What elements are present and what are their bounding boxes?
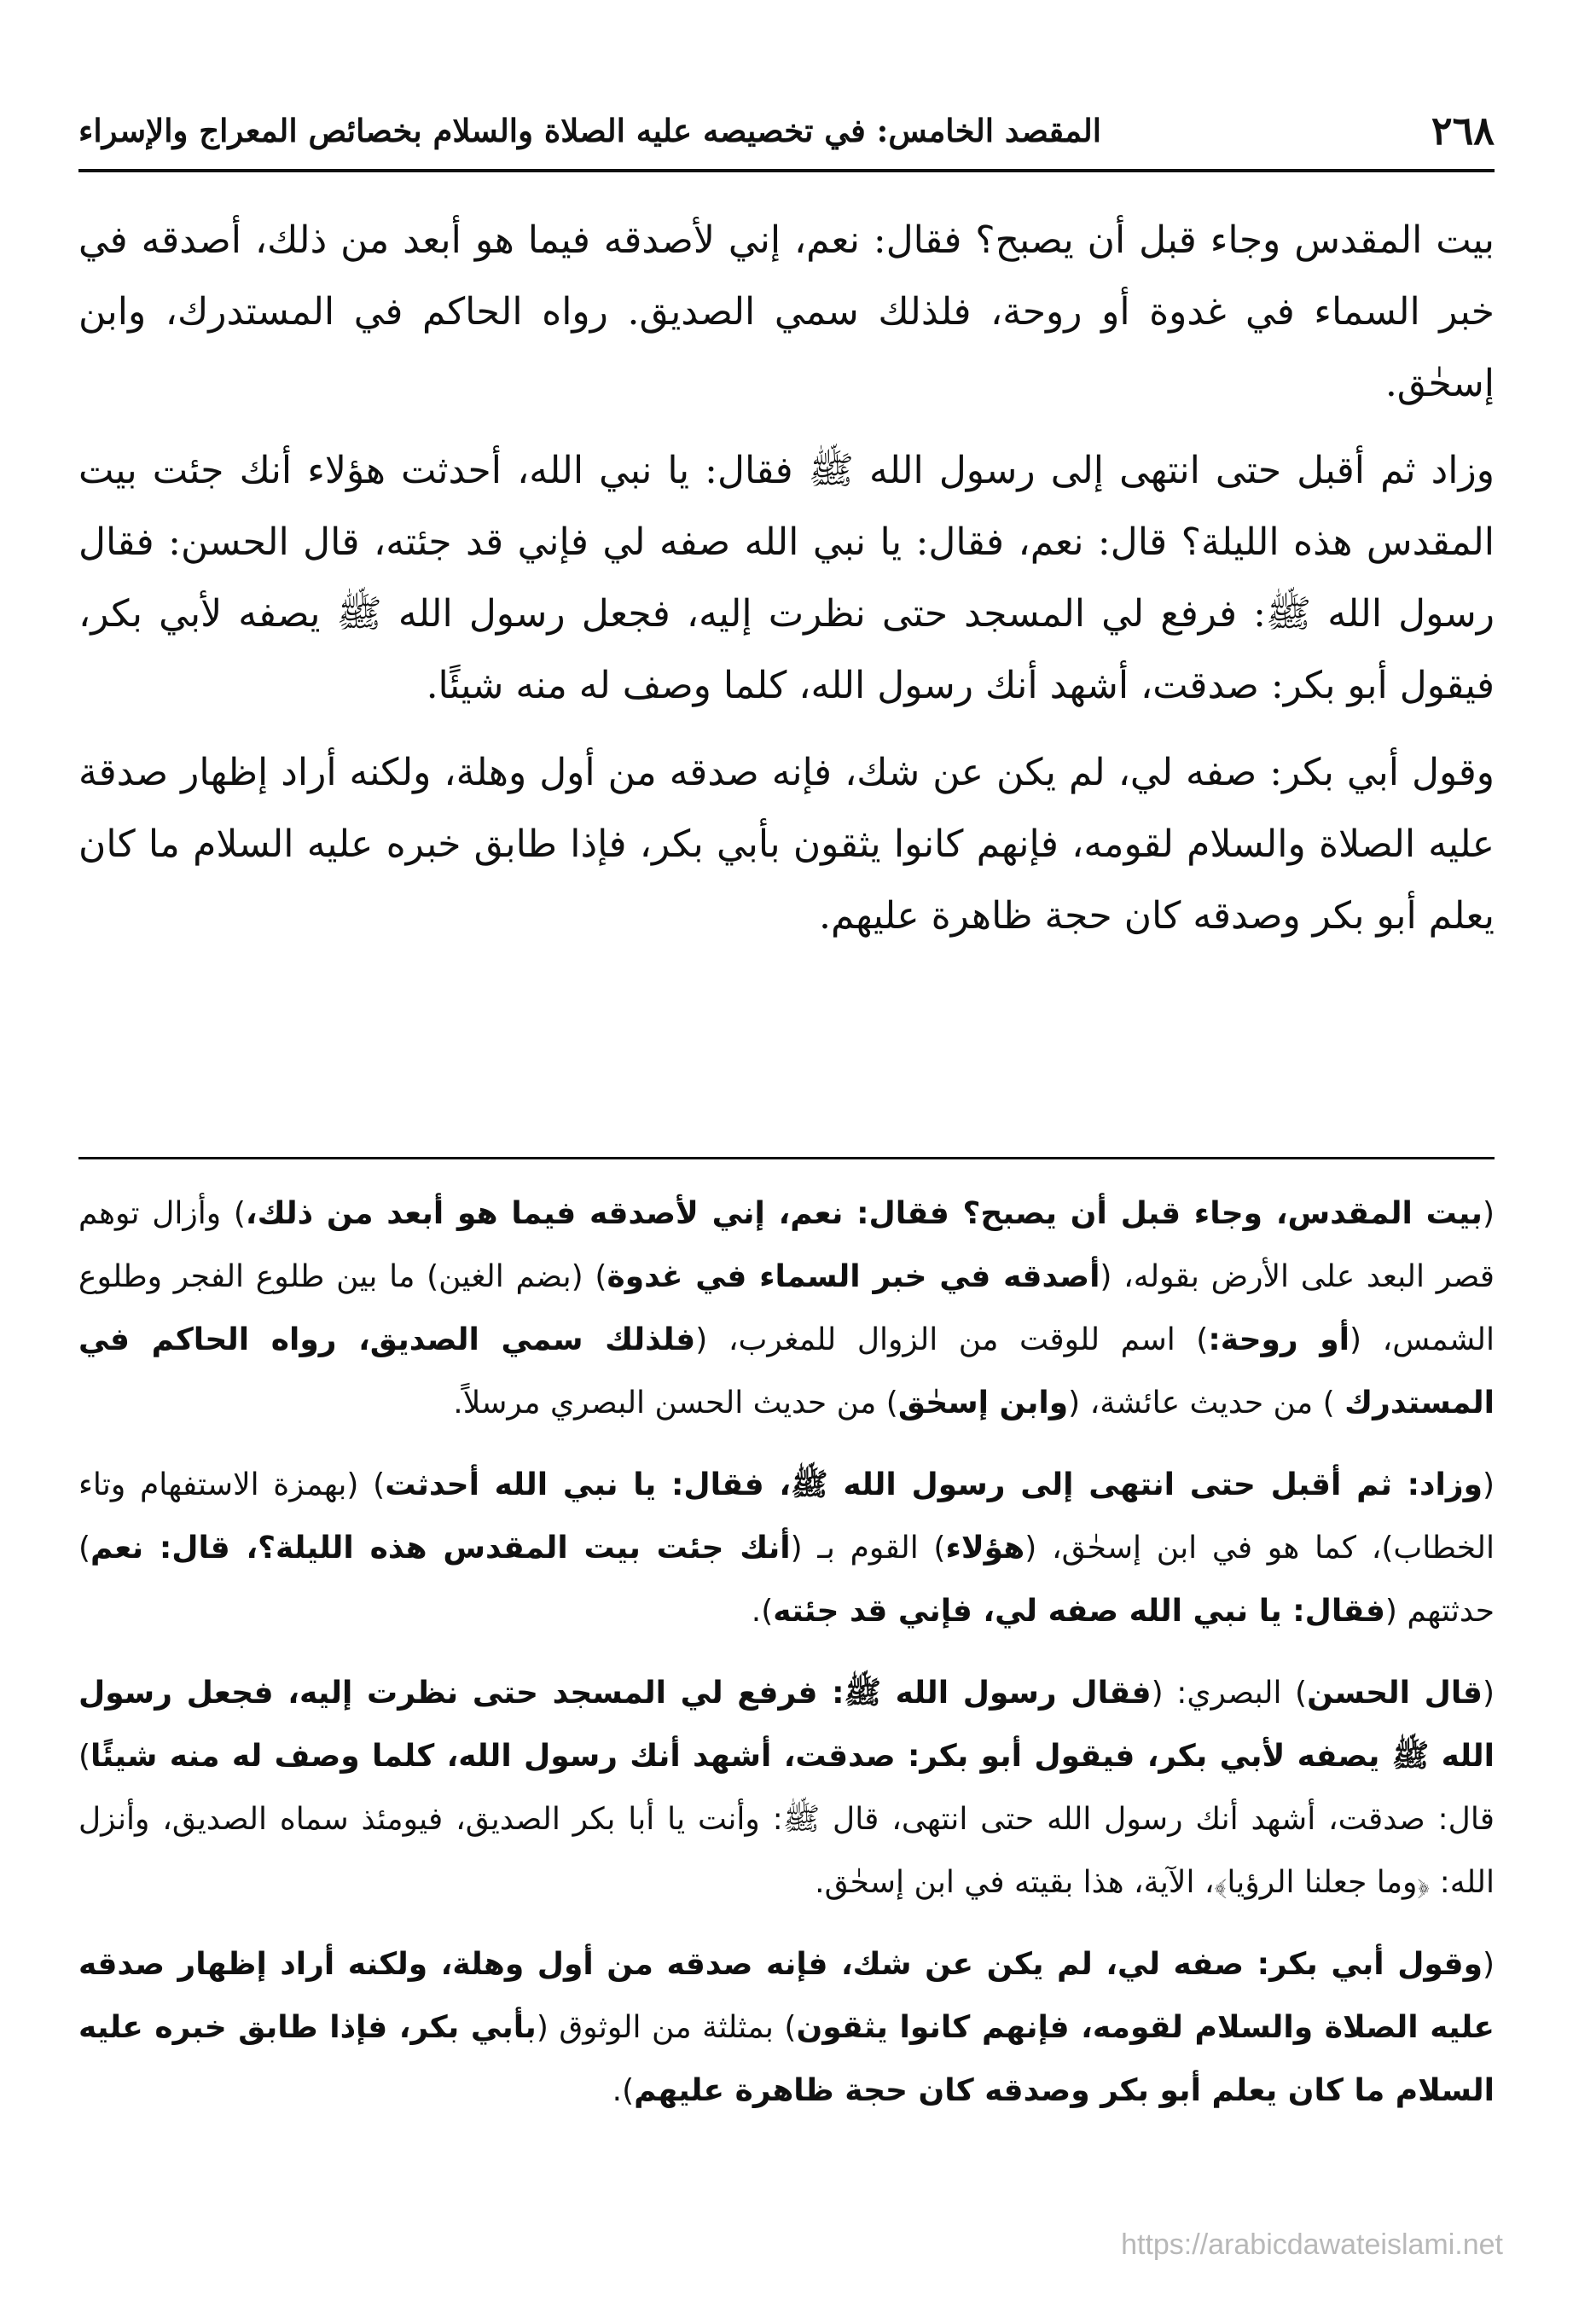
explanation-text: ) البصري: (: [1151, 1676, 1308, 1711]
explanation-text: ) اسم للوقت من الزوال للمغرب، (: [695, 1322, 1209, 1357]
quoted-text: قال الحسن: [1307, 1676, 1483, 1711]
commentary-paragraph-4: (وقول أبي بكر: صفه لي، لم يكن عن شك، فإنه صدقه من أول وهلة، ولكنه أراد إظهار صدقه عليه الصلاة والسلام لقومه، فإنهم كانوا يثقون) بمثلثة من الوثوق (بأبي بكر، فإذا طابق خبره عليه السلام ما كان يعلم أبو بكر وصدقه كان حجة ظاهرة عليهم).: [78, 1947, 1495, 2108]
commentary: [78, 1182, 1495, 2141]
explanation-text: ) من حديث عائشة، (: [1068, 1386, 1345, 1421]
commentary-paragraph-1: (بيت المقدس، وجاء قبل أن يصبح؟ فقال: نعم، إني لأصدقه فيما هو أبعد من ذلك،) وأزال توهم قصر البعد على الأرض بقوله، (أصدقه في خبر السماء في غدوة) (بضم الغين) ما بين طلوع الفجر وطلوع الشمس، (أو روحة:) اسم للوقت من الزوال للمغرب، (فلذلك سمي الصديق، رواه الحاكم في المستدرك ) من حديث عائشة، (وابن إسحٰق) من حديث الحسن البصري مرسلاً.: [78, 1196, 1495, 1421]
explanation-text: ) بمثلثة من الوثوق (: [536, 2010, 797, 2045]
running-title: المقصد الخامس: في تخصيصه عليه الصلاة والسلام بخصائص المعراج والإسراء: [78, 112, 1102, 149]
main-paragraph-3: وقول أبي بكر: صفه لي، لم يكن عن شك، فإنه صدقه من أول وهلة، ولكنه أراد إظهار صدقة عليه الصلاة والسلام لقومه، فإنهم كانوا يثقون بأبي بكر، فإذا طابق خبره عليه السلام ما كان يعلم أبو بكر وصدقه كان حجة ظاهرة عليهم.: [78, 751, 1495, 938]
quoted-text: بأبي بكر، فإذا طابق خبره عليه السلام ما كان يعلم أبو بكر وصدقه كان حجة ظاهرة عليهم: [78, 2010, 1495, 2108]
commentary-paragraph-3: (قال الحسن) البصري: (فقال رسول الله ﷺ: فرفع لي المسجد حتى نظرت إليه، فجعل رسول الله ﷺ يصفه لأبي بكر، فيقول أبو بكر: صدقت، أشهد أنك رسول الله، كلما وصف له منه شيئًا) قال: صدقت، أشهد أنك رسول الله حتى انتهى، قال ﷺ: وأنت يا أبا بكر الصديق، فيومئذ سماه الصديق، وأنزل الله: ﴿وما جعلنا الرؤيا﴾، الآية، هذا بقيته في ابن إسحٰق.: [78, 1676, 1495, 1900]
quoted-text: فقال رسول الله ﷺ: فرفع لي المسجد حتى نظرت إليه، فجعل رسول الله ﷺ يصفه لأبي بكر، فيقول أبو بكر: صدقت، أشهد أنك رسول الله، كلما وصف له منه شيئًا: [78, 1676, 1495, 1774]
quoted-text: فقال: يا نبي الله صفه لي، فإني قد جئته: [773, 1594, 1385, 1629]
explanation-text: ).: [612, 2073, 635, 2108]
quoted-text: وابن إسحٰق: [897, 1386, 1069, 1421]
book-page: [78, 92, 1495, 2276]
page-number: ٢٦٨: [1431, 107, 1495, 154]
quoted-text: وقول أبي بكر: صفه لي، لم يكن عن شك، فإنه صدقه من أول وهلة، ولكنه أراد إظهار صدقه عليه الصلاة والسلام لقومه، فإنهم كانوا يثقون: [78, 1947, 1495, 2045]
explanation-text: ) حدثتهم (: [78, 1531, 1495, 1629]
quoted-text: أو روحة:: [1208, 1322, 1350, 1357]
explanation-text: ) من حديث الحسن البصري مرسلاً.: [453, 1386, 898, 1421]
main-paragraph-1: بيت المقدس وجاء قبل أن يصبح؟ فقال: نعم، إني لأصدقه فيما هو أبعد من ذلك، أصدقه في خبر السماء في غدوة أو روحة، فلذلك سمي الصديق. رواه الحاكم في المستدرك، وابن إسحٰق.: [78, 218, 1495, 405]
watermark: https://arabicdawateislami.net: [1121, 2228, 1503, 2261]
main-paragraph-2: وزاد ثم أقبل حتى انتهى إلى رسول الله ﷺ فقال: يا نبي الله، أحدثت هؤلاء أنك جئت بيت المقدس هذه الليلة؟ قال: نعم، فقال: يا نبي الله صفه لي فإني قد جئته، قال الحسن: فقال رسول الله ﷺ: فرفع لي المسجد حتى نظرت إليه، فجعل رسول الله ﷺ يصفه لأبي بكر، فيقول أبو بكر: صدقت، أشهد أنك رسول الله، كلما وصف له منه شيئًا.: [78, 449, 1495, 707]
quoted-text: فلذلك سمي الصديق، رواه الحاكم في المستدرك: [78, 1322, 1495, 1421]
explanation-text: ) وأزال توهم قصر البعد على الأرض بقوله، (: [78, 1196, 1495, 1294]
section-divider: [78, 1157, 1495, 1159]
quoted-text: أنك جئت بيت المقدس هذه الليلة؟، قال: نعم: [90, 1531, 791, 1566]
commentary-paragraph-2: (وزاد: ثم أقبل حتى انتهى إلى رسول الله ﷺ، فقال: يا نبي الله أحدثت) (بهمزة الاستفهام وتاء الخطاب)، كما هو في ابن إسحٰق، (هؤلاء) القوم بـ (أنك جئت بيت المقدس هذه الليلة؟، قال: نعم) حدثتهم (فقال: يا نبي الله صفه لي، فإني قد جئته).: [78, 1467, 1495, 1629]
quoted-text: بيت المقدس، وجاء قبل أن يصبح؟ فقال: نعم، إني لأصدقه فيما هو أبعد من ذلك،: [245, 1196, 1483, 1231]
explanation-text: ) (بضم الغين) ما بين طلوع الفجر وطلوع الشمس، (: [78, 1259, 1495, 1357]
explanation-text: ) قال: صدقت، أشهد أنك رسول الله حتى انتهى، قال ﷺ: وأنت يا أبا بكر الصديق، فيومئذ سماه الصديق، وأنزل الله: ﴿وما جعلنا الرؤيا﴾، الآية، هذا بقيته في ابن إسحٰق.: [78, 1739, 1495, 1900]
quoted-text: وزاد: ثم أقبل حتى انتهى إلى رسول الله ﷺ، فقال: يا نبي الله أحدثت: [385, 1467, 1483, 1502]
explanation-text: ) القوم بـ (: [790, 1531, 946, 1566]
quoted-text: أصدقه في خبر السماء في غدوة: [607, 1259, 1100, 1294]
page-header: [78, 92, 1495, 172]
main-text: [78, 205, 1495, 967]
explanation-text: ) (بهمزة الاستفهام وتاء الخطاب)، كما هو في ابن إسحٰق، (: [78, 1467, 1495, 1566]
quoted-text: هؤلاء: [945, 1531, 1025, 1566]
explanation-text: ).: [751, 1594, 774, 1629]
